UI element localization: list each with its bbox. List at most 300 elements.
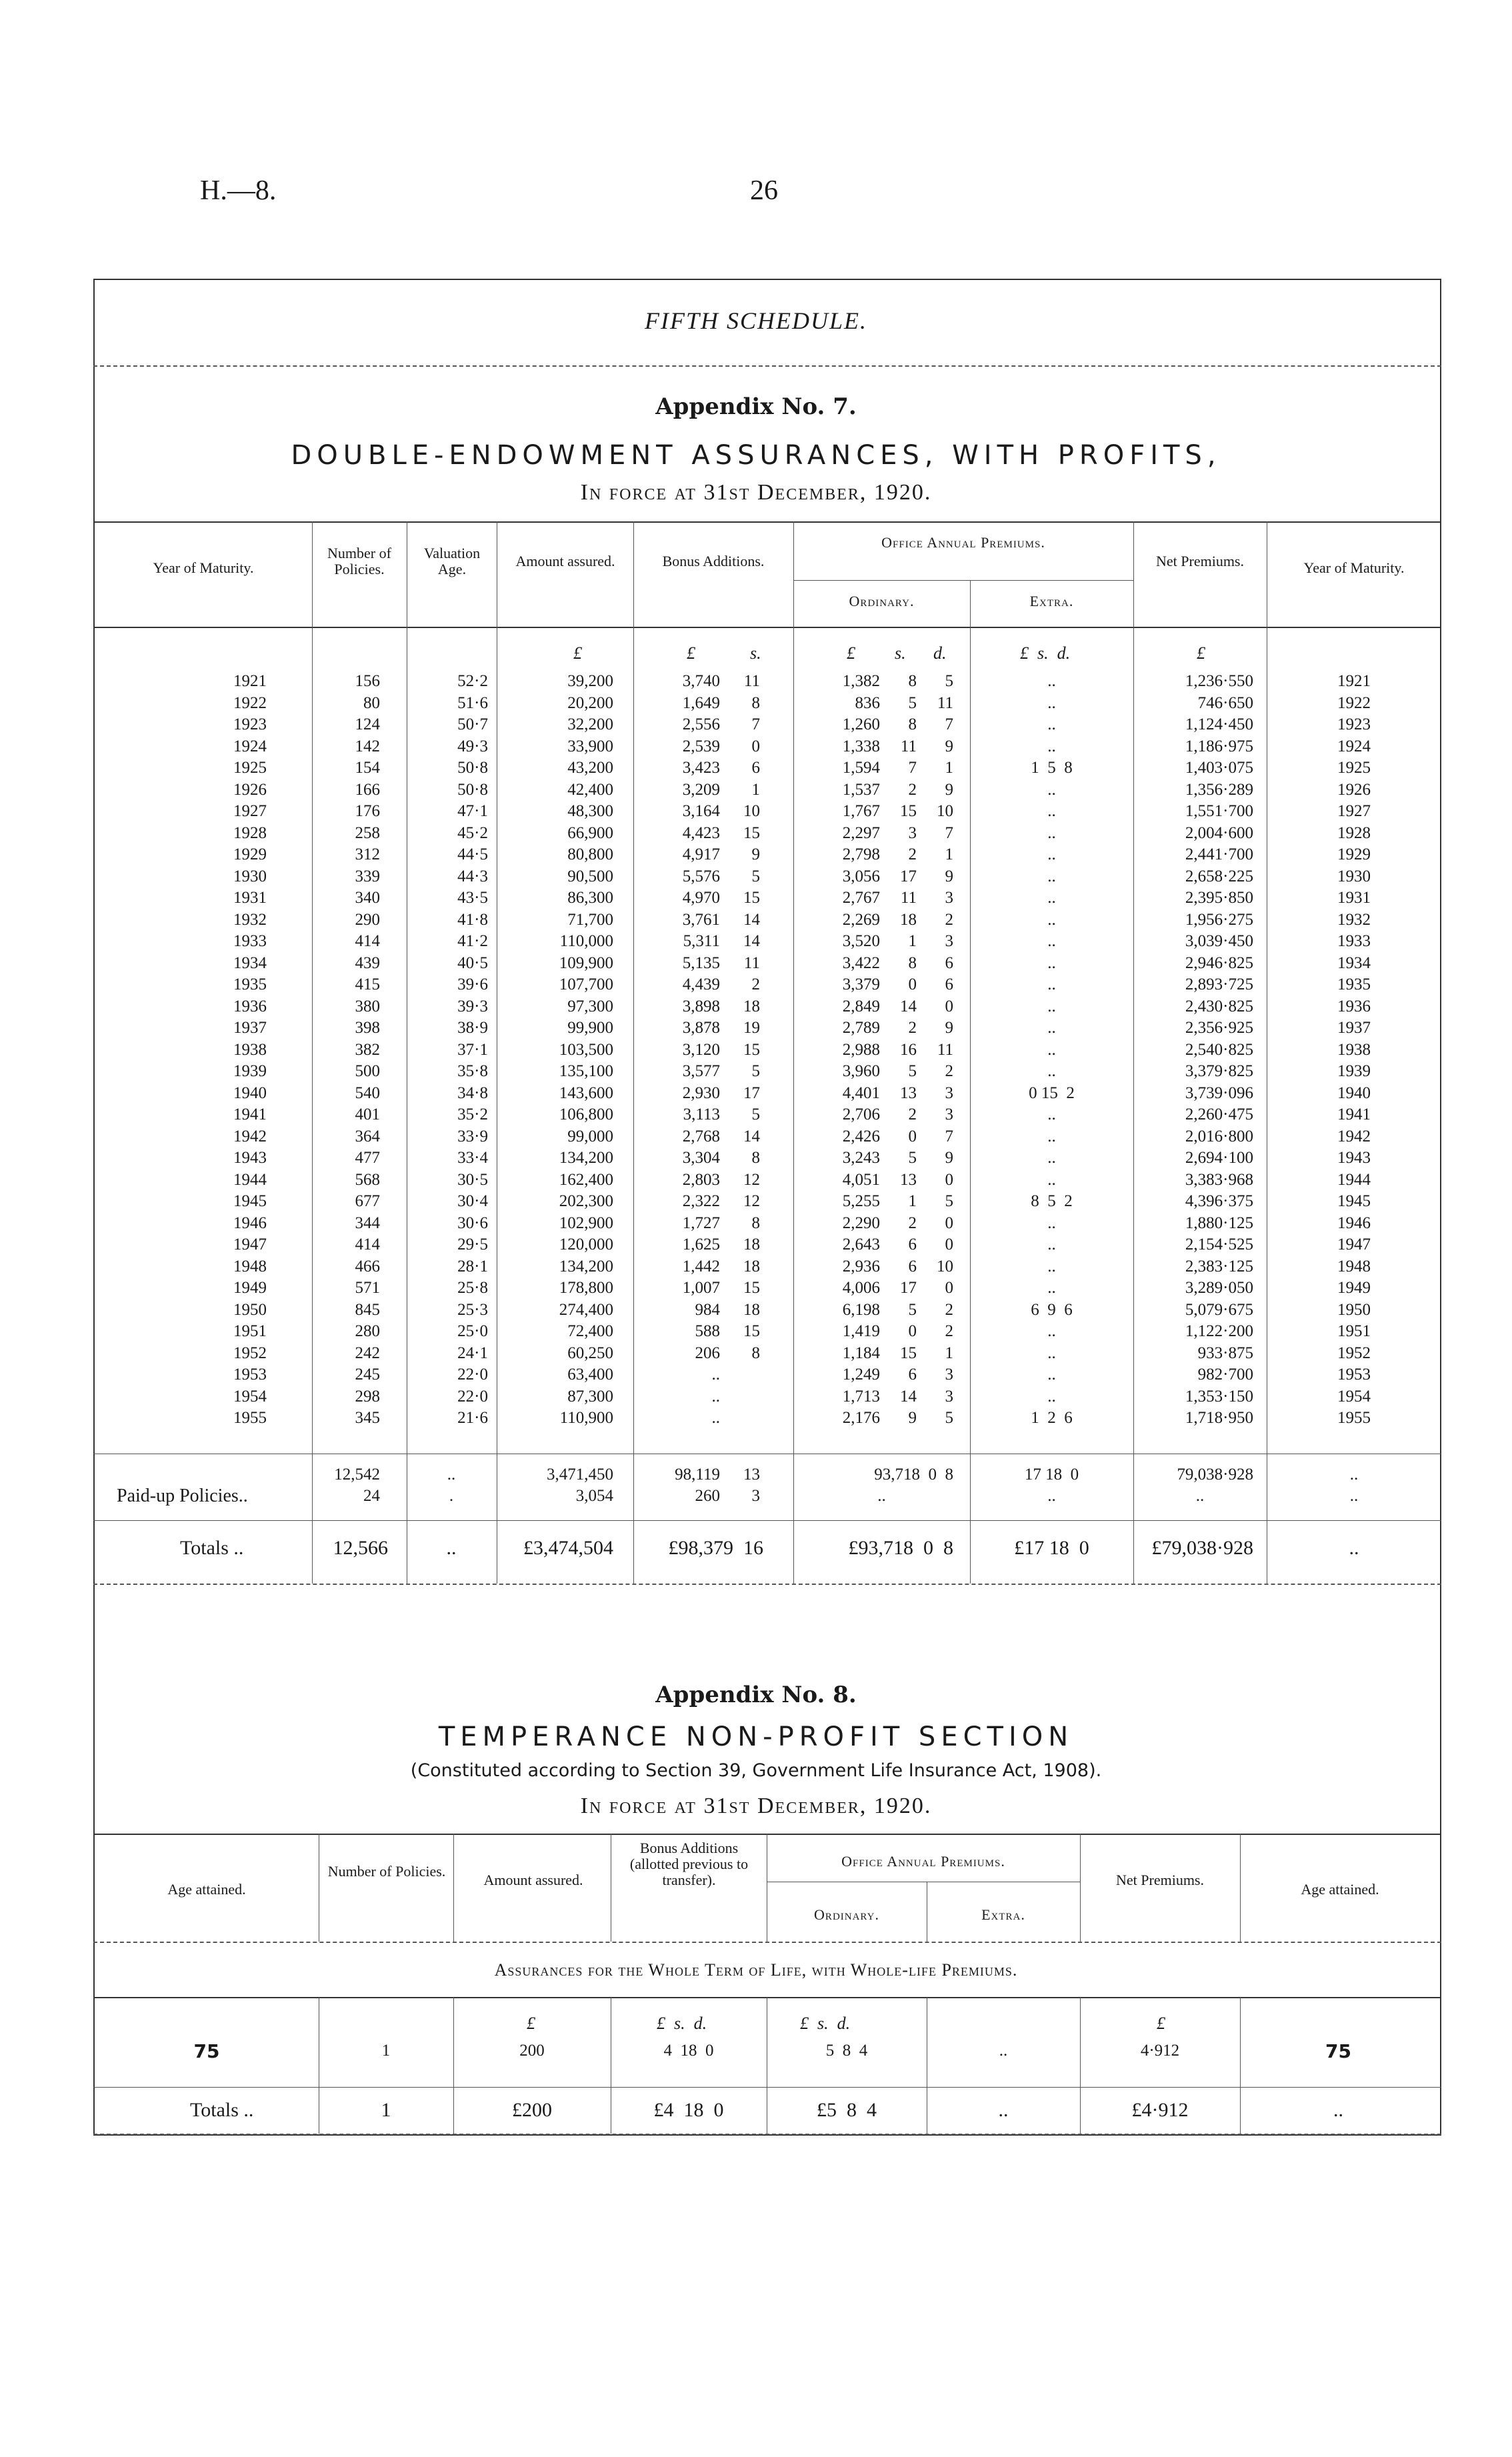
- cell-net: 2,540·825: [1185, 1040, 1253, 1059]
- cell-extra: ..: [1047, 1387, 1056, 1406]
- cell-ordinary-pounds: 1,249: [842, 1366, 880, 1384]
- cell-valuation: 22·0: [457, 1387, 488, 1406]
- cell-extra: ..: [1047, 1105, 1056, 1123]
- totals-net: £4·912: [1131, 2099, 1189, 2121]
- cell-number: 500: [355, 1062, 380, 1080]
- cell-net: 2,395·850: [1185, 889, 1253, 907]
- cell-net: 1,122·200: [1185, 1322, 1253, 1340]
- cell-ordinary-shillings: 6: [908, 1236, 917, 1254]
- cell-number: 156: [355, 672, 380, 690]
- cell-ordinary-shillings: 2: [908, 845, 917, 863]
- cell-amount: 99,000: [567, 1127, 613, 1145]
- column-rule: [970, 580, 971, 1584]
- cell-amount: 66,900: [567, 823, 613, 842]
- cell-year-right: 1944: [1337, 1170, 1371, 1189]
- cell-ordinary-pence: 2: [945, 910, 953, 929]
- cell-amount: 178,800: [559, 1279, 613, 1297]
- cell-extra: ..: [1047, 737, 1056, 755]
- cell-number: 380: [355, 997, 380, 1015]
- appendix-7-heading: DOUBLE-ENDOWMENT ASSURANCES, WITH PROFITS,: [291, 440, 1221, 471]
- section-band: Assurances for the Whole Term of Life, with Whole-life Premiums.: [494, 1960, 1018, 1980]
- paidup-year: ..: [1349, 1487, 1359, 1505]
- cell-amount: 63,400: [567, 1366, 613, 1384]
- unit-net: £: [1197, 643, 1205, 663]
- cell-net: 2,430·825: [1185, 997, 1253, 1015]
- cell-bonus-pounds: 984: [695, 1300, 720, 1319]
- cell-year-right: 1954: [1337, 1387, 1371, 1406]
- cell-year-right: 1940: [1337, 1083, 1371, 1102]
- cell-number: 401: [355, 1105, 380, 1123]
- subtotal-net: 79,038·928: [1177, 1466, 1253, 1484]
- cell-year: 1933: [233, 932, 267, 950]
- cell-ordinary-pounds: 4,401: [842, 1083, 880, 1102]
- cell-bonus-shillings: 5: [751, 1105, 760, 1123]
- cell-net: 3,739·096: [1185, 1083, 1253, 1102]
- cell-ordinary-pence: 9: [945, 1149, 953, 1167]
- cell-extra: 1 2 6: [1031, 1409, 1073, 1427]
- column-header-year: Year of Maturity.: [153, 559, 254, 576]
- cell-year: 1927: [233, 802, 267, 820]
- cell-bonus-shillings: 15: [743, 889, 760, 907]
- cell-net: 2,154·525: [1185, 1236, 1253, 1254]
- appendix-8-title: Appendix No. 8.: [655, 1682, 857, 1708]
- column-header-ordinary: Ordinary.: [814, 1906, 879, 1923]
- cell-amount: 86,300: [567, 889, 613, 907]
- cell-ordinary-pounds: 1,594: [842, 759, 880, 777]
- cell-ordinary-pence: 3: [945, 1366, 953, 1384]
- cell-amount: 110,000: [559, 932, 613, 950]
- paidup-bonus-pounds: 260: [695, 1487, 720, 1505]
- cell-amount: 72,400: [567, 1322, 613, 1340]
- cell-ordinary-pounds: 3,056: [842, 867, 880, 885]
- cell-bonus-pounds: 5,576: [682, 867, 720, 885]
- cell-ordinary-shillings: 18: [900, 910, 917, 929]
- subtotal-year: ..: [1349, 1466, 1359, 1484]
- cell-year: 1942: [233, 1127, 267, 1145]
- cell-valuation: 41·8: [457, 910, 488, 929]
- cell-bonus-pounds: 3,577: [682, 1062, 720, 1080]
- cell-valuation: 29·5: [457, 1236, 488, 1254]
- cell-year: 1931: [233, 889, 267, 907]
- cell-ordinary-shillings: 7: [908, 759, 917, 777]
- cell-bonus-shillings: 8: [751, 1149, 760, 1167]
- cell-bonus-shillings: 19: [743, 1019, 760, 1037]
- cell-number: 142: [355, 737, 380, 755]
- subtotal-ordinary: 93,718 0 8: [874, 1466, 953, 1484]
- row-bonus: 4 18 0: [663, 2042, 714, 2060]
- cell-bonus-pounds: 3,120: [682, 1040, 720, 1059]
- cell-amount: 134,200: [559, 1257, 613, 1276]
- cell-valuation: 21·6: [457, 1409, 488, 1427]
- cell-net: 1,403·075: [1185, 759, 1253, 777]
- paidup-net: ..: [1195, 1487, 1205, 1505]
- cell-amount: 20,200: [567, 693, 613, 712]
- cell-number: 280: [355, 1322, 380, 1340]
- cell-bonus-pounds: 3,878: [682, 1019, 720, 1037]
- cell-ordinary-shillings: 17: [900, 867, 917, 885]
- cell-bonus-shillings: 15: [743, 1322, 760, 1340]
- cell-amount: 103,500: [559, 1040, 613, 1059]
- row-number: 1: [381, 2042, 391, 2060]
- cell-year: 1950: [233, 1300, 267, 1319]
- column-header-number: Number of Policies.: [327, 1863, 446, 1880]
- cell-year: 1948: [233, 1257, 267, 1276]
- appendix-8-subheading: In force at 31st December, 1920.: [580, 1794, 932, 1818]
- cell-net: 982·700: [1197, 1366, 1253, 1384]
- column-rule: [793, 521, 794, 1584]
- cell-amount: 32,200: [567, 715, 613, 733]
- cell-year-right: 1925: [1337, 759, 1371, 777]
- cell-number: 477: [355, 1149, 380, 1167]
- paidup-bonus-shillings: 3: [751, 1487, 760, 1505]
- cell-extra: ..: [1047, 932, 1056, 950]
- cell-bonus-pounds: 4,970: [682, 889, 720, 907]
- cell-year-right: 1926: [1337, 780, 1371, 799]
- column-header-bonus: Bonus Additions (allotted previous to transfer).: [629, 1840, 749, 1889]
- cell-ordinary-pence: 1: [945, 1344, 953, 1362]
- cell-valuation: 25·8: [457, 1279, 488, 1297]
- cell-valuation: 22·0: [457, 1366, 488, 1384]
- cell-number: 382: [355, 1040, 380, 1059]
- unit-ordinary: £ s. d.: [800, 2014, 851, 2033]
- cell-valuation: 25·3: [457, 1300, 488, 1319]
- cell-valuation: 25·0: [457, 1322, 488, 1340]
- cell-bonus-shillings: 8: [751, 1344, 760, 1362]
- cell-year-right: 1937: [1337, 1019, 1371, 1037]
- cell-number: 258: [355, 823, 380, 842]
- paidup-amount: 3,054: [575, 1487, 613, 1505]
- cell-ordinary-shillings: 2: [908, 780, 917, 799]
- totals-bonus: £4 18 0: [653, 2099, 724, 2121]
- cell-net: 2,016·800: [1185, 1127, 1253, 1145]
- cell-ordinary-pence: 3: [945, 1387, 953, 1406]
- cell-ordinary-shillings: 11: [900, 889, 917, 907]
- cell-bonus-pounds: 1,727: [682, 1213, 720, 1232]
- cell-extra: ..: [1047, 780, 1056, 799]
- cell-extra: ..: [1047, 867, 1056, 885]
- cell-ordinary-shillings: 13: [900, 1083, 917, 1102]
- cell-valuation: 47·1: [457, 802, 488, 820]
- cell-net: 2,893·725: [1185, 975, 1253, 993]
- cell-year-right: 1934: [1337, 953, 1371, 972]
- cell-year-right: 1955: [1337, 1409, 1371, 1427]
- cell-amount: 135,100: [559, 1062, 613, 1080]
- cell-extra: ..: [1047, 997, 1056, 1015]
- cell-net: 2,694·100: [1185, 1149, 1253, 1167]
- column-header-ordinary: Ordinary.: [849, 593, 915, 609]
- cell-number: 568: [355, 1170, 380, 1189]
- cell-ordinary-shillings: 1: [908, 932, 917, 950]
- cell-valuation: 52·2: [457, 672, 488, 690]
- cell-net: 1,356·289: [1185, 780, 1253, 799]
- cell-bonus-shillings: 18: [743, 1257, 760, 1276]
- appendix-8-heading: TEMPERANCE NON-PROFIT SECTION: [438, 1722, 1074, 1752]
- office-premiums-rule: [793, 580, 1133, 581]
- cell-bonus-shillings: 18: [743, 1236, 760, 1254]
- cell-ordinary-pence: 11: [937, 693, 953, 712]
- cell-bonus-pounds: 4,423: [682, 823, 720, 842]
- totals-extra: ..: [998, 2099, 1009, 2121]
- cell-ordinary-pounds: 2,789: [842, 1019, 880, 1037]
- cell-year: 1954: [233, 1387, 267, 1406]
- cell-extra: ..: [1047, 1366, 1056, 1384]
- cell-ordinary-pounds: 6,198: [842, 1300, 880, 1319]
- cell-amount: 110,900: [559, 1409, 613, 1427]
- cell-bonus-pounds: 2,556: [682, 715, 720, 733]
- cell-bonus-pounds: 1,649: [682, 693, 720, 712]
- cell-bonus-shillings: 5: [751, 867, 760, 885]
- cell-year-right: 1931: [1337, 889, 1371, 907]
- totals-amount: £3,474,504: [523, 1537, 613, 1559]
- cell-amount: 99,900: [567, 1019, 613, 1037]
- cell-bonus-pounds: 3,898: [682, 997, 720, 1015]
- totals-age: ..: [1333, 2099, 1343, 2121]
- paidup-valuation: .: [449, 1487, 454, 1505]
- cell-bonus-shillings: 11: [743, 953, 760, 972]
- cell-valuation: 37·1: [457, 1040, 488, 1059]
- cell-year: 1921: [233, 672, 267, 690]
- column-header-number: Number of Policies.: [327, 545, 391, 578]
- totals-ordinary: £93,718 0 8: [848, 1537, 953, 1559]
- cell-net: 1,718·950: [1185, 1409, 1253, 1427]
- appendix-7-title: Appendix No. 7.: [655, 393, 857, 420]
- table-top-rule: [93, 521, 1441, 523]
- cell-ordinary-shillings: 5: [908, 1149, 917, 1167]
- cell-amount: 71,700: [567, 910, 613, 929]
- cell-year-right: 1928: [1337, 823, 1371, 842]
- cell-bonus-shillings: 18: [743, 1300, 760, 1319]
- cell-ordinary-shillings: 5: [908, 1300, 917, 1319]
- cell-amount: 202,300: [559, 1192, 613, 1210]
- cell-valuation: 39·3: [457, 997, 488, 1015]
- cell-amount: 43,200: [567, 759, 613, 777]
- column-rule: [1133, 521, 1134, 1584]
- cell-ordinary-pence: 3: [945, 1083, 953, 1102]
- cell-extra: ..: [1047, 1149, 1056, 1167]
- cell-valuation: 50·8: [457, 780, 488, 799]
- cell-year-right: 1932: [1337, 910, 1371, 929]
- totals-number: 12,566: [333, 1537, 388, 1559]
- cell-ordinary-pounds: 3,243: [842, 1149, 880, 1167]
- cell-valuation: 24·1: [457, 1344, 488, 1362]
- cell-ordinary-pence: 2: [945, 1062, 953, 1080]
- cell-amount: 102,900: [559, 1213, 613, 1232]
- cell-year-right: 1924: [1337, 737, 1371, 755]
- cell-number: 845: [355, 1300, 380, 1319]
- cell-net: 3,383·968: [1185, 1170, 1253, 1189]
- cell-year-right: 1930: [1337, 867, 1371, 885]
- cell-number: 466: [355, 1257, 380, 1276]
- cell-amount: 87,300: [567, 1387, 613, 1406]
- cell-ordinary-shillings: 2: [908, 1019, 917, 1037]
- cell-valuation: 30·6: [457, 1213, 488, 1232]
- cell-year: 1955: [233, 1409, 267, 1427]
- cell-extra: 0 15 2: [1029, 1083, 1075, 1102]
- cell-year: 1925: [233, 759, 267, 777]
- cell-ordinary-shillings: 0: [908, 975, 917, 993]
- cell-net: 3,039·450: [1185, 932, 1253, 950]
- cell-net: 1,551·700: [1185, 802, 1253, 820]
- divider: [93, 365, 1441, 367]
- cell-bonus-pounds: 3,423: [682, 759, 720, 777]
- cell-year: 1941: [233, 1105, 267, 1123]
- cell-valuation: 34·8: [457, 1083, 488, 1102]
- cell-net: 2,441·700: [1185, 845, 1253, 863]
- cell-bonus-shillings: 5: [751, 1062, 760, 1080]
- cell-ordinary-pounds: 2,426: [842, 1127, 880, 1145]
- totals-valuation: ..: [446, 1537, 457, 1559]
- cell-ordinary-pence: 5: [945, 1409, 953, 1427]
- cell-ordinary-pence: 7: [945, 823, 953, 842]
- cell-ordinary-shillings: 9: [908, 1409, 917, 1427]
- cell-valuation: 50·8: [457, 759, 488, 777]
- cell-ordinary-pounds: 3,960: [842, 1062, 880, 1080]
- cell-ordinary-shillings: 5: [908, 1062, 917, 1080]
- totals-label: Totals ..: [180, 1537, 244, 1559]
- cell-amount: 120,000: [559, 1236, 613, 1254]
- cell-year: 1951: [233, 1322, 267, 1340]
- cell-number: 154: [355, 759, 380, 777]
- cell-bonus-shillings: 15: [743, 823, 760, 842]
- cell-ordinary-pounds: 1,419: [842, 1322, 880, 1340]
- column-header-bonus: Bonus Additions.: [662, 553, 765, 569]
- cell-bonus-shillings: 12: [743, 1170, 760, 1189]
- cell-extra: ..: [1047, 693, 1056, 712]
- cell-bonus-shillings: 0: [751, 737, 760, 755]
- cell-number: 364: [355, 1127, 380, 1145]
- cell-year-right: 1952: [1337, 1344, 1371, 1362]
- cell-ordinary-pence: 3: [945, 1105, 953, 1123]
- cell-bonus-shillings: 2: [751, 975, 760, 993]
- cell-extra: ..: [1047, 802, 1056, 820]
- cell-year: 1937: [233, 1019, 267, 1037]
- cell-ordinary-pounds: 4,051: [842, 1170, 880, 1189]
- cell-bonus-shillings: 6: [751, 759, 760, 777]
- totals-amount: £200: [512, 2099, 552, 2121]
- cell-amount: 162,400: [559, 1170, 613, 1189]
- cell-ordinary-pounds: 1,260: [842, 715, 880, 733]
- cell-ordinary-shillings: 16: [900, 1040, 917, 1059]
- cell-ordinary-shillings: 17: [900, 1279, 917, 1297]
- cell-ordinary-shillings: 14: [900, 1387, 917, 1406]
- cell-valuation: 45·2: [457, 823, 488, 842]
- cell-year-right: 1953: [1337, 1366, 1371, 1384]
- cell-ordinary-pounds: 2,176: [842, 1409, 880, 1427]
- appendix-7-subheading: In force at 31st December, 1920.: [580, 480, 932, 505]
- cell-ordinary-shillings: 15: [900, 802, 917, 820]
- cell-ordinary-pence: 5: [945, 672, 953, 690]
- cell-year: 1935: [233, 975, 267, 993]
- cell-amount: 107,700: [559, 975, 613, 993]
- cell-extra: ..: [1047, 1170, 1056, 1189]
- cell-extra: ..: [1047, 672, 1056, 690]
- cell-valuation: 28·1: [457, 1257, 488, 1276]
- cell-amount: 274,400: [559, 1300, 613, 1319]
- cell-bonus-pounds: 588: [695, 1322, 720, 1340]
- cell-bonus-shillings: 10: [743, 802, 760, 820]
- cell-year-right: 1933: [1337, 932, 1371, 950]
- unit-ordinary-pounds: £: [847, 643, 855, 663]
- cell-extra: ..: [1047, 1322, 1056, 1340]
- unit-ordinary-pence: d.: [933, 643, 947, 663]
- cell-year: 1947: [233, 1236, 267, 1254]
- cell-ordinary-pounds: 2,767: [842, 889, 880, 907]
- cell-ordinary-shillings: 0: [908, 1322, 917, 1340]
- cell-ordinary-pounds: 2,643: [842, 1236, 880, 1254]
- cell-amount: 80,800: [567, 845, 613, 863]
- cell-year-right: 1923: [1337, 715, 1371, 733]
- cell-year: 1946: [233, 1213, 267, 1232]
- cell-bonus-pounds: ..: [711, 1409, 720, 1427]
- cell-ordinary-pounds: 1,713: [842, 1387, 880, 1406]
- cell-number: 540: [355, 1083, 380, 1102]
- cell-year: 1945: [233, 1192, 267, 1210]
- cell-ordinary-shillings: 8: [908, 715, 917, 733]
- cell-bonus-shillings: 12: [743, 1192, 760, 1210]
- page-number: 26: [750, 175, 778, 206]
- unit-amount: £: [527, 2014, 535, 2033]
- cell-bonus-pounds: 206: [695, 1344, 720, 1362]
- cell-valuation: 44·3: [457, 867, 488, 885]
- cell-bonus-pounds: 5,311: [683, 932, 720, 950]
- cell-year-right: 1949: [1337, 1279, 1371, 1297]
- cell-ordinary-pounds: 3,520: [842, 932, 880, 950]
- table-8-top-rule: [93, 1834, 1441, 1835]
- cell-year: 1922: [233, 693, 267, 712]
- column-header-net: Net Premiums.: [1116, 1872, 1204, 1888]
- cell-valuation: 33·4: [457, 1149, 488, 1167]
- column-header-extra: Extra.: [1029, 593, 1074, 609]
- cell-net: 3,379·825: [1185, 1062, 1253, 1080]
- cell-year-right: 1938: [1337, 1040, 1371, 1059]
- cell-year: 1949: [233, 1279, 267, 1297]
- cell-extra: ..: [1047, 953, 1056, 972]
- totals-net: £79,038·928: [1151, 1537, 1253, 1559]
- cell-ordinary-shillings: 2: [908, 1105, 917, 1123]
- cell-extra: ..: [1047, 845, 1056, 863]
- cell-number: 298: [355, 1387, 380, 1406]
- cell-ordinary-pence: 3: [945, 889, 953, 907]
- cell-valuation: 38·9: [457, 1019, 488, 1037]
- cell-year: 1936: [233, 997, 267, 1015]
- cell-bonus-shillings: 8: [751, 693, 760, 712]
- cell-ordinary-pounds: 2,706: [842, 1105, 880, 1123]
- cell-year: 1943: [233, 1149, 267, 1167]
- cell-ordinary-pence: 2: [945, 1300, 953, 1319]
- cell-ordinary-pounds: 2,297: [842, 823, 880, 842]
- cell-number: 245: [355, 1366, 380, 1384]
- cell-net: 1,236·550: [1185, 672, 1253, 690]
- cell-year: 1923: [233, 715, 267, 733]
- cell-ordinary-shillings: 14: [900, 997, 917, 1015]
- cell-year: 1940: [233, 1083, 267, 1102]
- cell-ordinary-pounds: 2,936: [842, 1257, 880, 1276]
- cell-net: 2,946·825: [1185, 953, 1253, 972]
- cell-ordinary-pounds: 2,988: [842, 1040, 880, 1059]
- row-net: 4·912: [1140, 2042, 1180, 2060]
- cell-bonus-pounds: 4,917: [682, 845, 720, 863]
- cell-bonus-pounds: 4,439: [682, 975, 720, 993]
- cell-ordinary-shillings: 3: [908, 823, 917, 842]
- cell-net: 2,658·225: [1185, 867, 1253, 885]
- cell-bonus-shillings: 14: [743, 1127, 760, 1145]
- cell-extra: 1 5 8: [1031, 759, 1073, 777]
- cell-ordinary-pounds: 836: [855, 693, 880, 712]
- column-rule: [312, 521, 313, 1584]
- cell-net: 1,353·150: [1185, 1387, 1253, 1406]
- cell-ordinary-pence: 11: [937, 1040, 953, 1059]
- cell-ordinary-pounds: 4,006: [842, 1279, 880, 1297]
